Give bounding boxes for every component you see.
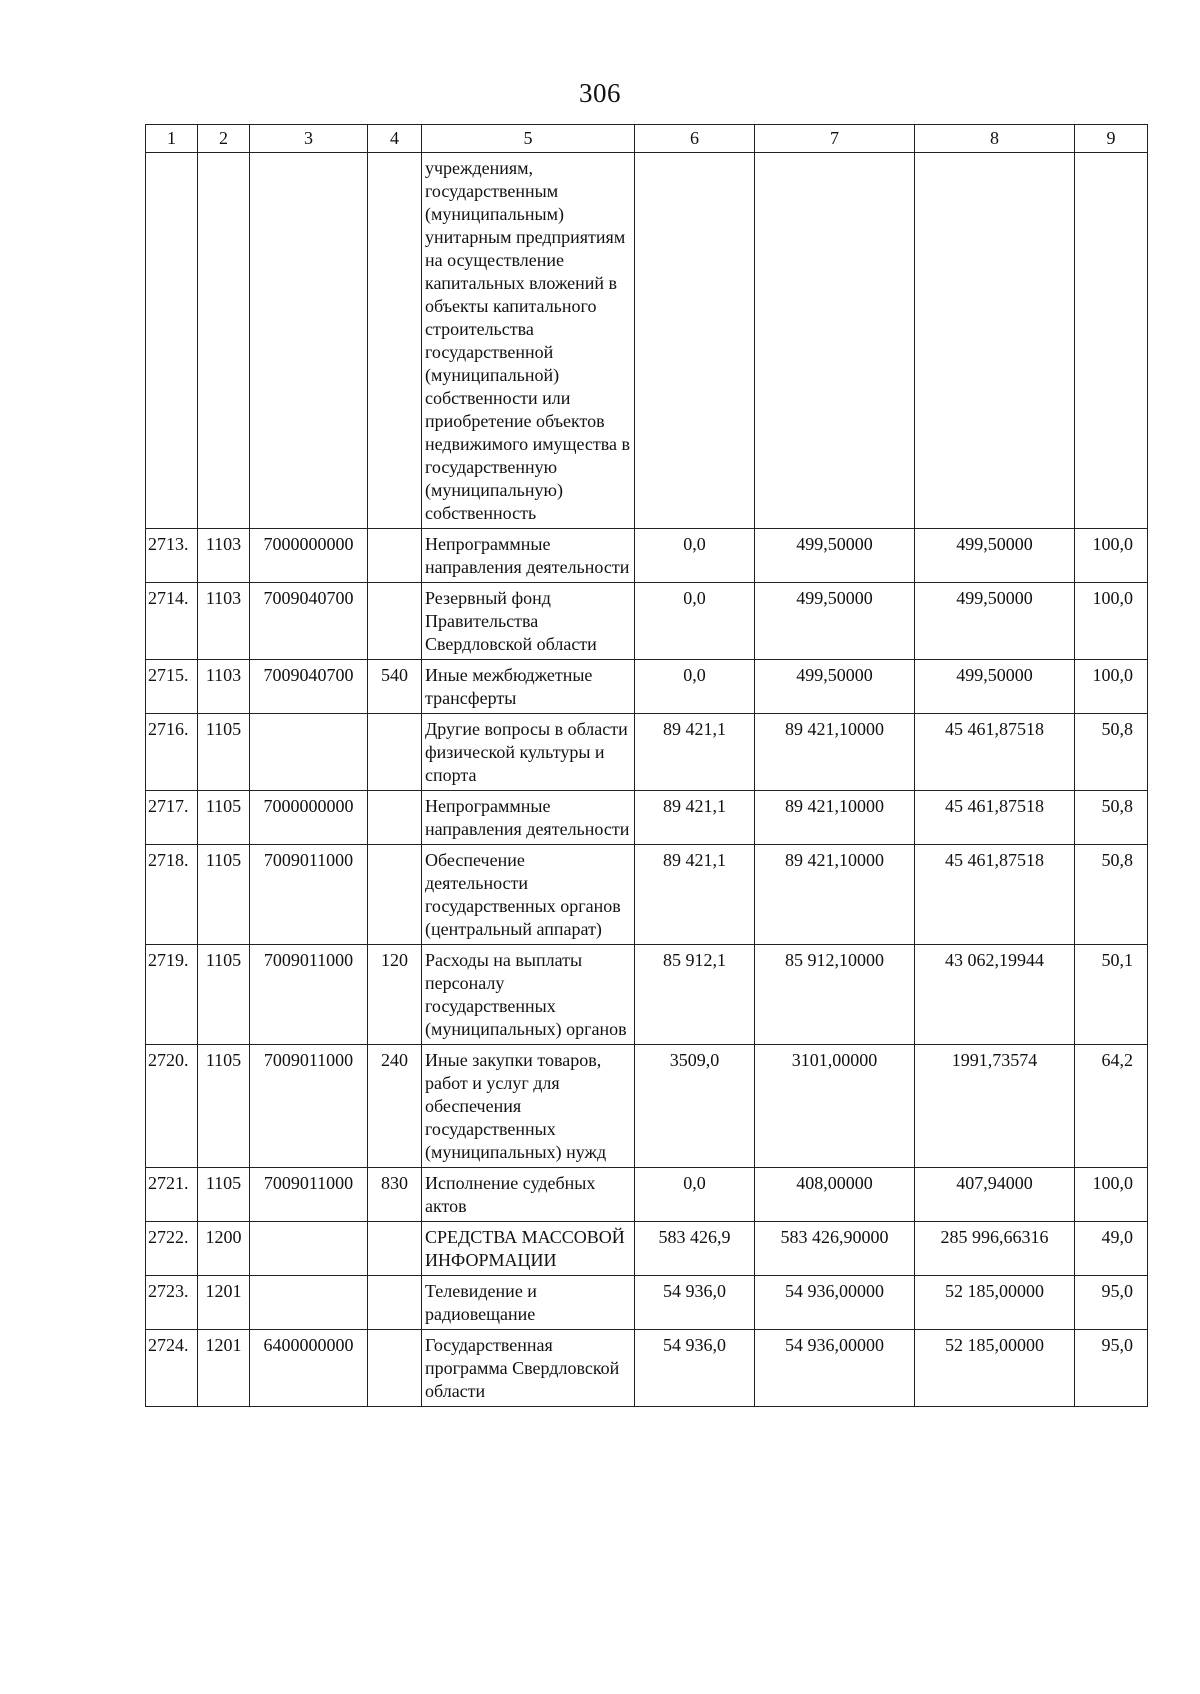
table-header-row: [146, 125, 1148, 153]
expense-type-code: [368, 1276, 422, 1330]
expense-type-code: 120: [368, 945, 422, 1045]
item-name: Резервный фонд Правительства Свердловской области: [422, 583, 635, 660]
value-col-7: 499,50000: [755, 583, 915, 660]
header-col-5: 5: [422, 125, 635, 153]
section-code: 1105: [198, 791, 250, 845]
section-code: 1105: [198, 1168, 250, 1222]
continuation-row: [146, 153, 1148, 529]
value-col-7: 54 936,00000: [755, 1276, 915, 1330]
row-number: 2720.: [146, 1045, 198, 1168]
item-name: Исполнение судебных актов: [422, 1168, 635, 1222]
value-col-6: 85 912,1: [635, 945, 755, 1045]
target-article-code: [250, 714, 368, 791]
value-col-8: 45 461,87518: [915, 714, 1075, 791]
value-col-6: 0,0: [635, 1168, 755, 1222]
expense-type-code: [368, 845, 422, 945]
section-code: 1105: [198, 945, 250, 1045]
value-col-7: 408,00000: [755, 1168, 915, 1222]
percent-col-9: 49,0: [1075, 1222, 1148, 1276]
target-article-code: 7000000000: [250, 791, 368, 845]
value-col-7: 583 426,90000: [755, 1222, 915, 1276]
header-col-3: 3: [250, 125, 368, 153]
value-col-7: 3101,00000: [755, 1045, 915, 1168]
header-col-6: 6: [635, 125, 755, 153]
percent-col-9: 95,0: [1075, 1276, 1148, 1330]
percent-col-9: 95,0: [1075, 1330, 1148, 1407]
table-row: [146, 1276, 1148, 1330]
row-number: 2723.: [146, 1276, 198, 1330]
expense-type-code: 830: [368, 1168, 422, 1222]
value-col-7: 54 936,00000: [755, 1330, 915, 1407]
value-col-6: 89 421,1: [635, 791, 755, 845]
value-col-7: 89 421,10000: [755, 791, 915, 845]
header-col-2: 2: [198, 125, 250, 153]
expense-type-code: [368, 583, 422, 660]
target-article-code: [250, 1222, 368, 1276]
percent-col-9: 100,0: [1075, 1168, 1148, 1222]
percent-col-9: 50,1: [1075, 945, 1148, 1045]
expense-type-code: [368, 714, 422, 791]
table-row: [146, 791, 1148, 845]
value-col-8: 1991,73574: [915, 1045, 1075, 1168]
section-code: 1105: [198, 1045, 250, 1168]
section-code: 1105: [198, 845, 250, 945]
row-number: 2718.: [146, 845, 198, 945]
value-col-6: 89 421,1: [635, 845, 755, 945]
value-col-8: 45 461,87518: [915, 845, 1075, 945]
percent-col-9: 100,0: [1075, 529, 1148, 583]
row-number: 2716.: [146, 714, 198, 791]
item-name: Другие вопросы в области физической культуры и спорта: [422, 714, 635, 791]
percent-col-9: 100,0: [1075, 660, 1148, 714]
section-code: 1103: [198, 583, 250, 660]
value-col-8: 499,50000: [915, 660, 1075, 714]
table-row: [146, 945, 1148, 1045]
header-col-8: 8: [915, 125, 1075, 153]
percent-col-9: 50,8: [1075, 714, 1148, 791]
target-article-code: 7009040700: [250, 660, 368, 714]
row-number: 2713.: [146, 529, 198, 583]
target-article-code: 7009011000: [250, 845, 368, 945]
expense-type-code: [368, 529, 422, 583]
expense-type-code: 240: [368, 1045, 422, 1168]
table-row: [146, 660, 1148, 714]
table-row: [146, 529, 1148, 583]
row-number: 2719.: [146, 945, 198, 1045]
section-code: 1105: [198, 714, 250, 791]
percent-col-9: 50,8: [1075, 845, 1148, 945]
percent-col-9: 64,2: [1075, 1045, 1148, 1168]
table-row: [146, 1330, 1148, 1407]
value-col-6: 0,0: [635, 583, 755, 660]
value-col-8: 52 185,00000: [915, 1276, 1075, 1330]
section-code: 1201: [198, 1330, 250, 1407]
table-row: [146, 714, 1148, 791]
value-col-8: 499,50000: [915, 583, 1075, 660]
expense-type-code: [368, 1330, 422, 1407]
expense-type-code: [368, 1222, 422, 1276]
section-code: 1201: [198, 1276, 250, 1330]
item-name: Иные закупки товаров, работ и услуг для обеспечения государственных (муниципальных) нужд: [422, 1045, 635, 1168]
table-row: [146, 1168, 1148, 1222]
target-article-code: 7009011000: [250, 945, 368, 1045]
item-name: СРЕДСТВА МАССОВОЙ ИНФОРМАЦИИ: [422, 1222, 635, 1276]
value-col-7: 499,50000: [755, 660, 915, 714]
target-article-code: 7009011000: [250, 1045, 368, 1168]
table-row: [146, 1045, 1148, 1168]
header-col-9: 9: [1075, 125, 1148, 153]
value-col-6: 583 426,9: [635, 1222, 755, 1276]
section-code: 1200: [198, 1222, 250, 1276]
header-col-4: 4: [368, 125, 422, 153]
value-col-6: 89 421,1: [635, 714, 755, 791]
item-name: Государственная программа Свердловской области: [422, 1330, 635, 1407]
header-col-1: 1: [146, 125, 198, 153]
target-article-code: [250, 1276, 368, 1330]
value-col-7: 89 421,10000: [755, 845, 915, 945]
value-col-7: 89 421,10000: [755, 714, 915, 791]
item-name: Обеспечение деятельности государственных органов (центральный аппарат): [422, 845, 635, 945]
row-number: 2715.: [146, 660, 198, 714]
value-col-6: 3509,0: [635, 1045, 755, 1168]
target-article-code: 7009011000: [250, 1168, 368, 1222]
item-name: Расходы на выплаты персоналу государственных (муниципальных) органов: [422, 945, 635, 1045]
expense-type-code: [368, 791, 422, 845]
item-name: Непрограммные направления деятельности: [422, 791, 635, 845]
row-number: 2717.: [146, 791, 198, 845]
value-col-8: 285 996,66316: [915, 1222, 1075, 1276]
value-col-8: 407,94000: [915, 1168, 1075, 1222]
item-name: Телевидение и радиовещание: [422, 1276, 635, 1330]
value-col-8: 43 062,19944: [915, 945, 1075, 1045]
value-col-8: 499,50000: [915, 529, 1075, 583]
table-row: [146, 1222, 1148, 1276]
value-col-6: 54 936,0: [635, 1276, 755, 1330]
target-article-code: 7009040700: [250, 583, 368, 660]
expense-type-code: 540: [368, 660, 422, 714]
row-number: 2714.: [146, 583, 198, 660]
value-col-6: 0,0: [635, 529, 755, 583]
value-col-6: 0,0: [635, 660, 755, 714]
section-code: 1103: [198, 660, 250, 714]
row-number: 2724.: [146, 1330, 198, 1407]
table-row: [146, 845, 1148, 945]
value-col-6: 54 936,0: [635, 1330, 755, 1407]
section-code: 1103: [198, 529, 250, 583]
value-col-7: 499,50000: [755, 529, 915, 583]
value-col-7: 85 912,10000: [755, 945, 915, 1045]
item-name: Иные межбюджетные трансферты: [422, 660, 635, 714]
continuation-text: учреждениям, государственным (муниципальным) унитарным предприятиям на осуществление капитальных вложений в объекты капитального строительства государственной (муниципальной) собственности или приобретение объектов недвижимого имущества в государственную (муниципальную) собственность: [422, 153, 635, 529]
row-number: 2722.: [146, 1222, 198, 1276]
target-article-code: 7000000000: [250, 529, 368, 583]
header-col-7: 7: [755, 125, 915, 153]
value-col-8: 45 461,87518: [915, 791, 1075, 845]
percent-col-9: 100,0: [1075, 583, 1148, 660]
budget-table: [145, 124, 1148, 1407]
target-article-code: 6400000000: [250, 1330, 368, 1407]
item-name: Непрограммные направления деятельности: [422, 529, 635, 583]
value-col-8: 52 185,00000: [915, 1330, 1075, 1407]
percent-col-9: 50,8: [1075, 791, 1148, 845]
page-number: 306: [579, 78, 621, 108]
table-row: [146, 583, 1148, 660]
row-number: 2721.: [146, 1168, 198, 1222]
